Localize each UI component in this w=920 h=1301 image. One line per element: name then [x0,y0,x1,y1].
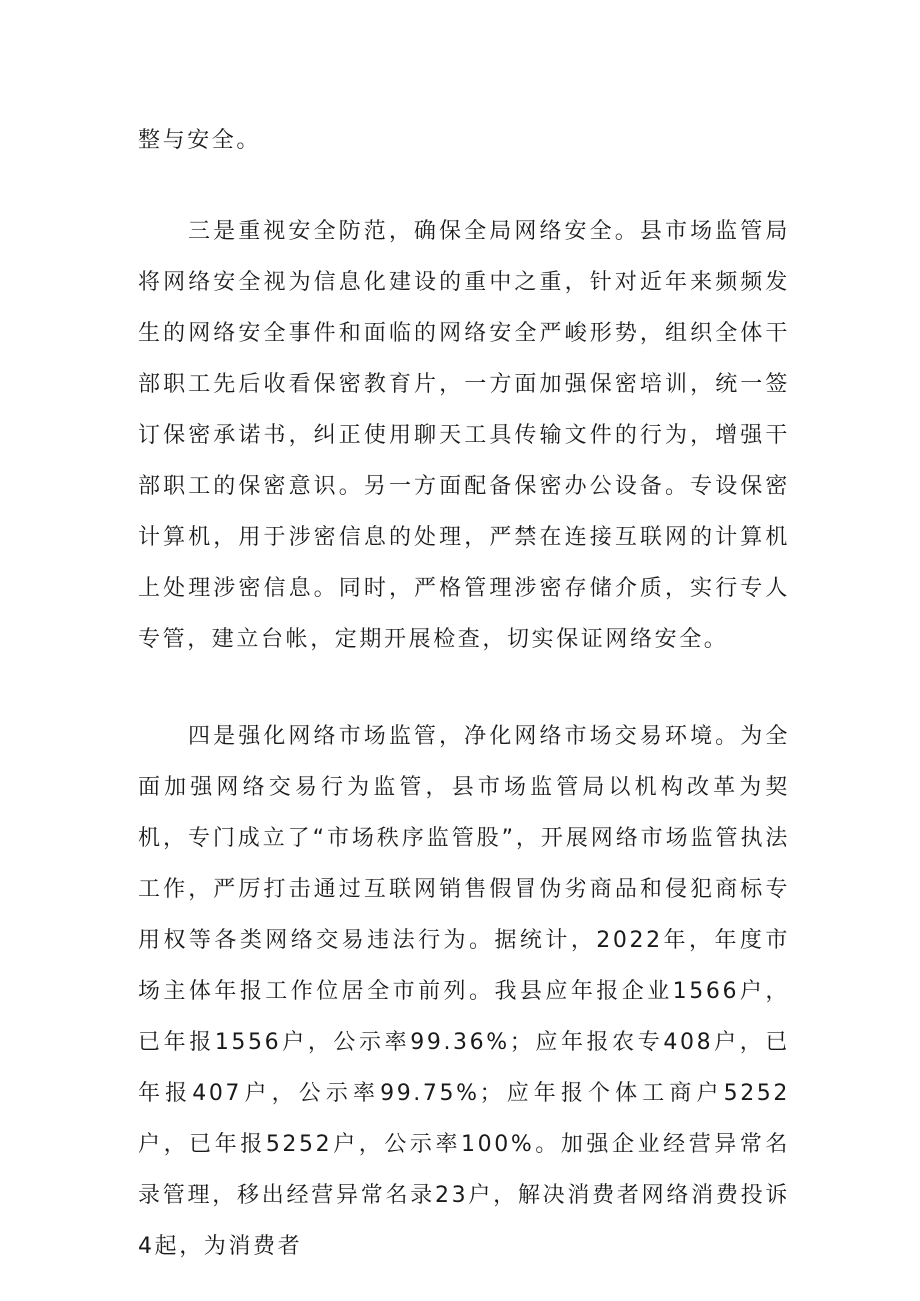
paragraph-network-security: 三是重视安全防范，确保全局网络安全。县市场监管局将网络安全视为信息化建设的重中之重，针对近年来频频发生的网络安全事件和面临的网络安全严峻形势，组织全体干部职工先后收看保密教育片，一方面加强保密培训，统一签订保密承诺书，纠正使用聊天工具传输文件的行为，增强干部职工的保密意识。另一方面配备保密办公设备。专设保密计算机，用于涉密信息的处理，严禁在连接互联网的计算机上处理涉密信息。同时，严格管理涉密存储介质，实行专人专管，建立台帐，定期开展检查，切实保证网络安全。 [138,219,790,652]
paragraph-market-supervision: 四是强化网络市场监管，净化网络市场交易环境。为全面加强网络交易行为监管，县市场监管局以机构改革为契机，专门成立了“市场秩序监管股”，开展网络市场监管执法工作，严厉打击通过互联网销售假冒伪劣商品和侵犯商标专用权等各类网络交易违法行为。据统计，2022年，年度市场主体年报工作位居全市前列。我县应年报企业1566户，已年报1556户，公示率99.36%；应年报农专408户，已年报407户，公示率99.75%；应年报个体工商户5252户，已年报5252户，公示率100%。加强企业经营异常名录管理，移出经营异常名录23户，解决消费者网络消费投诉4起，为消费者 [138,724,790,1259]
document-body [138,115,790,1272]
paragraph-continuation: 整与安全。 [138,128,262,153]
